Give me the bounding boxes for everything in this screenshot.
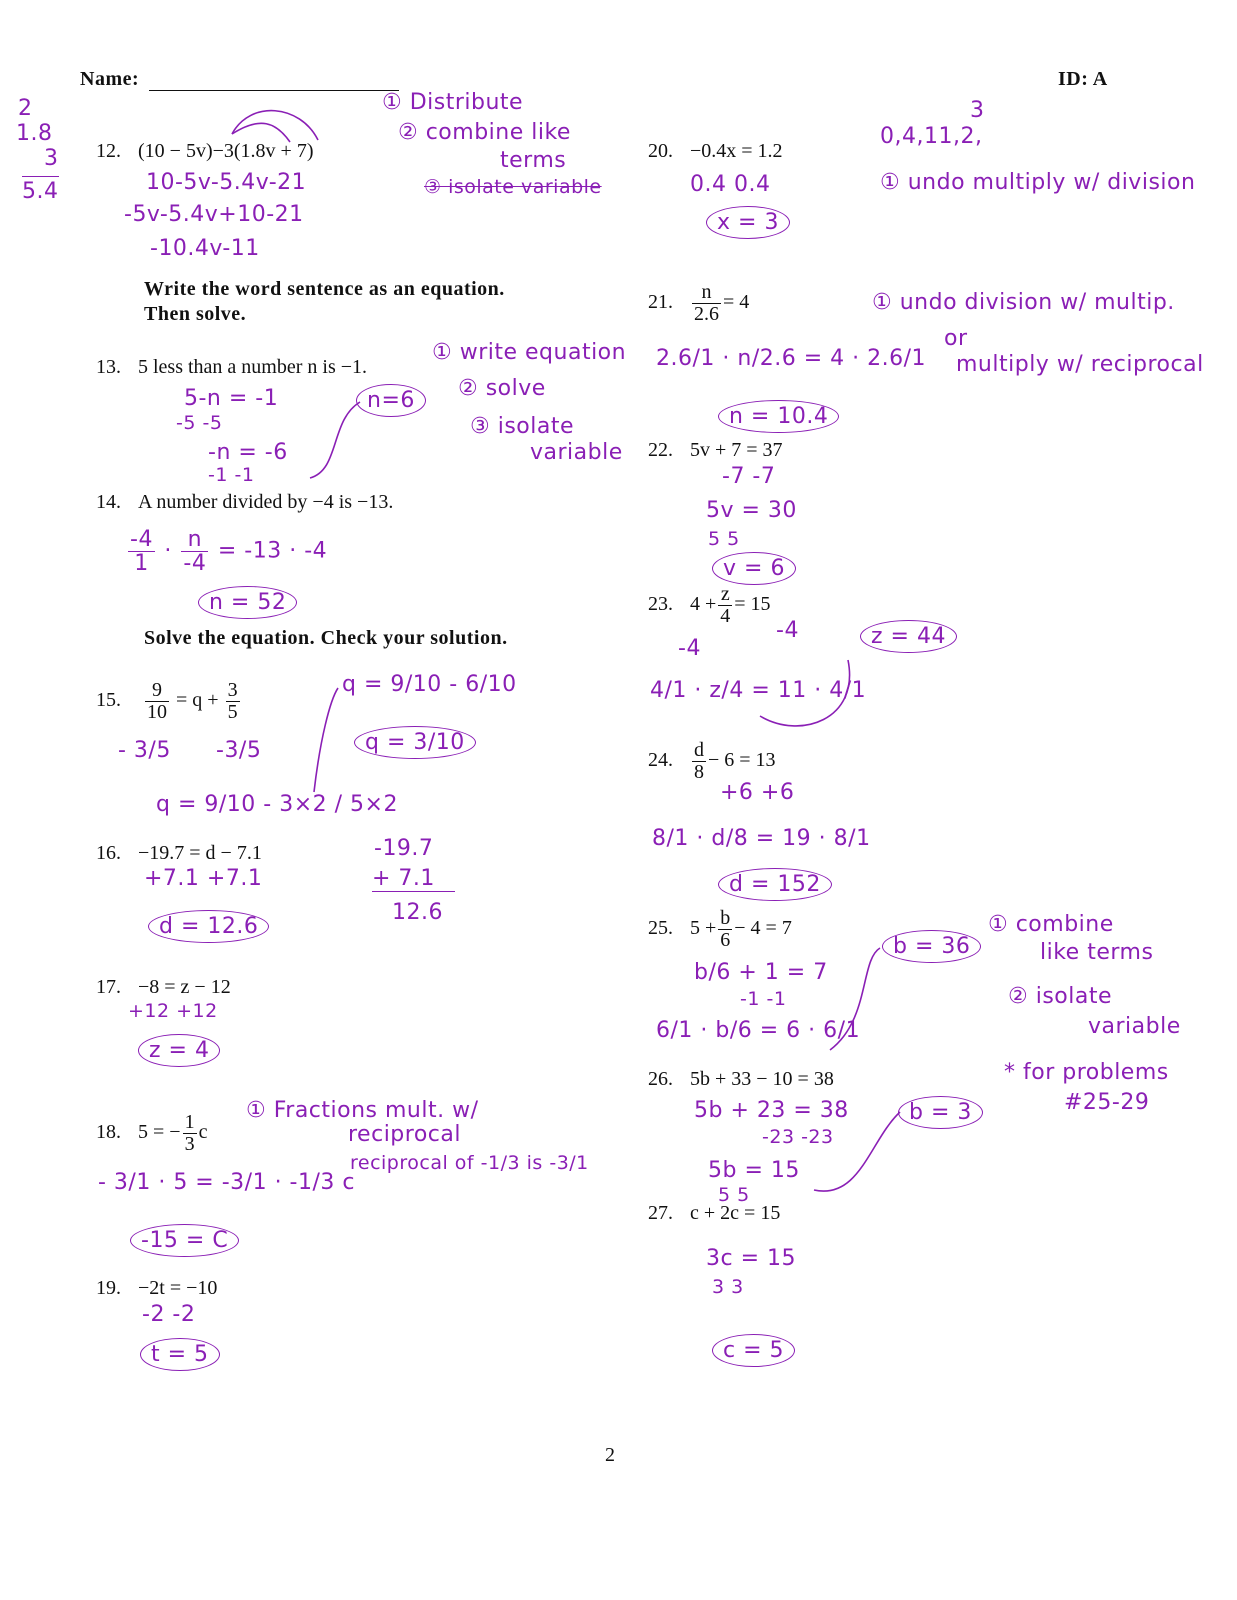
page-number: 2 <box>605 1444 615 1466</box>
problem-17: 17. −8 = z − 12 <box>96 976 231 998</box>
answer: c = 5 <box>712 1334 795 1367</box>
work-step: 5 5 <box>718 1184 750 1206</box>
instruction: Write the word sentence as an equation. <box>144 278 505 300</box>
instruction: Then solve. <box>144 303 247 325</box>
answer: -15 = C <box>130 1224 239 1257</box>
work-step: $\frac{-4}{1}$ · $\frac{n}{-4}$ = -13 · -4 <box>130 527 328 577</box>
name-line <box>149 72 399 91</box>
work-step: 5b + 23 = 38 <box>694 1098 849 1123</box>
step-note: or <box>944 326 968 351</box>
answer: q = 3/10 <box>354 726 476 759</box>
work-step: +7.1 +7.1 <box>144 866 263 891</box>
margin-note: 5.4 <box>22 176 59 204</box>
answer: d = 152 <box>718 868 832 901</box>
work-step: 4/1 · z/4 = 11 · 4/1 <box>650 678 867 703</box>
answer: x = 3 <box>706 206 790 239</box>
work-step: -1 -1 <box>740 988 787 1010</box>
instruction: Solve the equation. Check your solution. <box>144 627 508 649</box>
problem-25: 25. 5 + $\frac{b}{6}$ − 4 = 7 <box>648 907 792 951</box>
work-step: + 7.1 <box>372 866 455 892</box>
answer-arrow-26 <box>814 1112 900 1191</box>
problem-24: 24. $\frac{d}{8}$ − 6 = 13 <box>648 739 776 783</box>
answer: z = 4 <box>138 1034 220 1067</box>
answer: b = 36 <box>882 930 981 963</box>
problem-26: 26. 5b + 33 − 10 = 38 <box>648 1068 834 1090</box>
step-note: * for problems <box>1004 1060 1169 1085</box>
answer: n = 10.4 <box>718 400 839 433</box>
step-note: variable <box>530 440 623 465</box>
problem-23: 23. 4 + $\frac{z}{4}$ = 15 <box>648 583 771 627</box>
margin-note: 3 <box>970 98 985 123</box>
step-note: ① combine <box>988 912 1114 937</box>
step-note: ② combine like <box>398 120 571 145</box>
margin-note: 2 <box>18 96 33 121</box>
problem-21: 21. $\frac{n}{2.6}$ = 4 <box>648 281 750 325</box>
work-step: 5v = 30 <box>706 498 797 523</box>
problem-13: 13. 5 less than a number n is −1. <box>96 356 368 378</box>
problem-27: 27. c + 2c = 15 <box>648 1202 781 1224</box>
step-note: reciprocal of -1/3 is -3/1 <box>350 1152 589 1174</box>
step-note: ① undo multiply w/ division <box>880 170 1196 195</box>
work-step: b/6 + 1 = 7 <box>694 960 828 985</box>
step-note: variable <box>1088 1014 1181 1039</box>
step-note: ② solve <box>458 376 546 401</box>
problem-12: 12. (10 − 5v)−3(1.8v + 7) <box>96 140 314 162</box>
work-step: -5 -5 <box>176 412 223 434</box>
work-step: -1 -1 <box>208 464 255 486</box>
work-step: 8/1 · d/8 = 19 · 8/1 <box>652 826 871 851</box>
problem-16: 16. −19.7 = d − 7.1 <box>96 842 262 864</box>
work-step: - 3/1 · 5 = -3/1 · -1/3 c <box>98 1170 355 1195</box>
answer-arrow-13 <box>310 402 360 478</box>
problem-14: 14. A number divided by −4 is −13. <box>96 491 394 513</box>
margin-note: 0,4,11,2, <box>880 124 983 149</box>
work-step: -4 <box>678 636 701 661</box>
answer-arrow-15 <box>314 688 338 792</box>
step-note: terms <box>500 148 567 173</box>
problem-19: 19. −2t = −10 <box>96 1277 218 1299</box>
work-step: 10-5v-5.4v-21 <box>146 170 307 195</box>
work-step: 12.6 <box>392 900 443 925</box>
answer: n=6 <box>356 384 426 417</box>
work-step: -3/5 <box>216 738 262 763</box>
problem-15: 15. $\frac{9}{10}$ = q + $\frac{3}{5}$ <box>96 679 238 723</box>
work-step: -7 -7 <box>722 464 776 489</box>
name-label: Name: <box>80 68 140 90</box>
work-step: 5 5 <box>708 528 740 550</box>
distribute-arrow-1 <box>232 111 318 140</box>
step-note: ① Fractions mult. w/ <box>246 1098 479 1123</box>
work-step: - 3/5 <box>118 738 171 763</box>
work-step: +12 +12 <box>128 1000 218 1022</box>
step-note: ① undo division w/ multip. <box>872 290 1175 315</box>
margin-note: 1.8 <box>16 121 53 146</box>
step-note: like terms <box>1040 940 1154 965</box>
answer: v = 6 <box>712 552 796 585</box>
answer: n = 52 <box>198 586 297 619</box>
problem-22: 22. 5v + 7 = 37 <box>648 439 783 461</box>
answer: d = 12.6 <box>148 910 269 943</box>
id-label: ID: A <box>1058 68 1108 90</box>
work-step: 3c = 15 <box>706 1246 797 1271</box>
margin-note: 3 <box>44 146 59 171</box>
work-step: -2 -2 <box>142 1302 196 1327</box>
work-step: -5v-5.4v+10-21 <box>124 202 304 227</box>
step-note: multiply w/ reciprocal <box>956 352 1204 377</box>
work-step: 5b = 15 <box>708 1158 800 1183</box>
work-step: q = 9/10 - 3×2 / 5×2 <box>156 792 398 817</box>
work-step: q = 9/10 - 6/10 <box>342 672 517 697</box>
step-note: #25-29 <box>1064 1090 1150 1115</box>
problem-18: 18. 5 = − $\frac{1}{3}$ c <box>96 1111 208 1155</box>
work-step: 3 3 <box>712 1276 744 1298</box>
name-field <box>80 68 399 91</box>
step-note: ① Distribute <box>382 90 524 115</box>
answer: b = 3 <box>898 1096 983 1129</box>
work-step: 0.4 0.4 <box>690 172 771 197</box>
work-step: -10.4v-11 <box>150 236 260 261</box>
answer: t = 5 <box>140 1338 220 1371</box>
step-note: ② isolate <box>1008 984 1113 1009</box>
work-step: -19.7 <box>374 836 434 861</box>
work-step: -n = -6 <box>208 440 288 465</box>
work-step: 2.6/1 · n/2.6 = 4 · 2.6/1 <box>656 346 927 371</box>
work-step: +6 +6 <box>720 780 795 805</box>
step-note: reciprocal <box>348 1122 461 1147</box>
work-step: 6/1 · b/6 = 6 · 6/1 <box>656 1018 861 1043</box>
problem-20: 20. −0.4x = 1.2 <box>648 140 783 162</box>
work-step: -4 <box>776 618 799 643</box>
answer: z = 44 <box>860 620 957 653</box>
step-note-crossed: ③ isolate variable <box>424 176 602 198</box>
work-step: 5-n = -1 <box>184 386 279 411</box>
step-note: ① write equation <box>432 340 627 365</box>
work-step: -23 -23 <box>762 1126 834 1148</box>
step-note: ③ isolate <box>470 414 575 439</box>
